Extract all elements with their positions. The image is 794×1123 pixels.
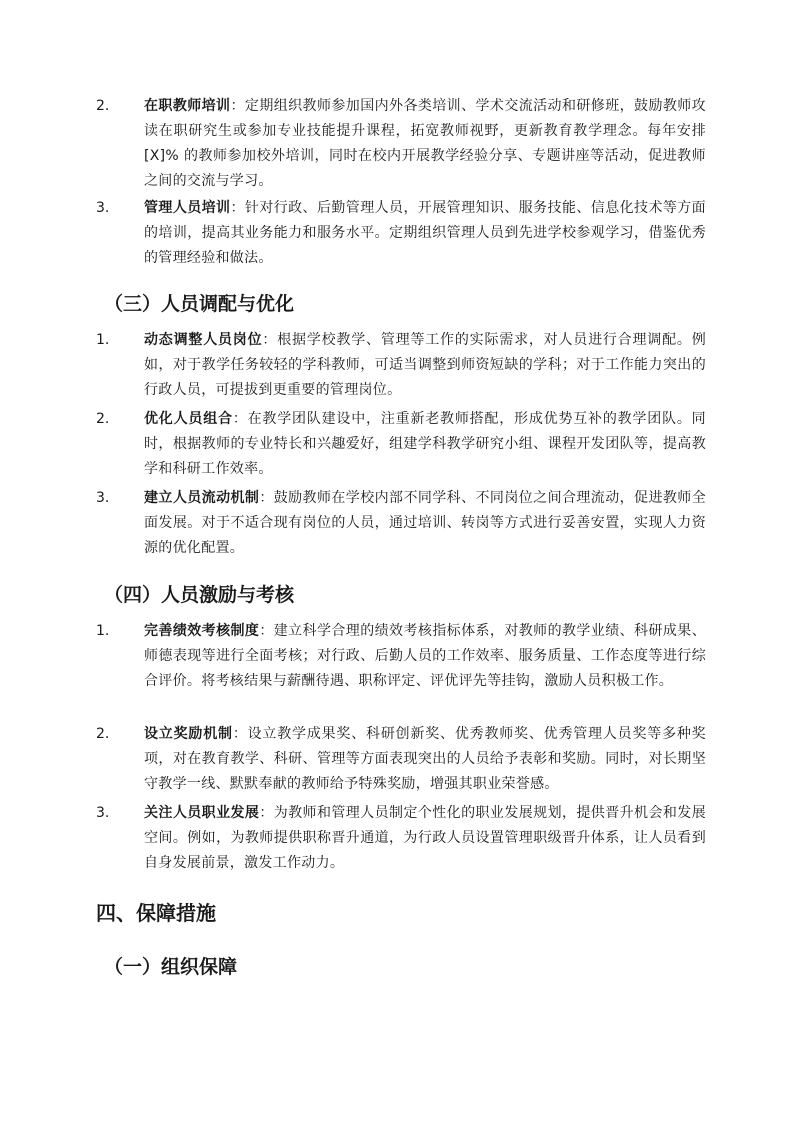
list-number: 2. (96, 98, 110, 114)
item-term: 关注人员职业发展 (144, 805, 260, 821)
section-heading: （三）人员调配与优化 (104, 293, 295, 315)
item-term: 设立奖励机制 (144, 726, 233, 742)
list-number: 1. (96, 623, 110, 639)
list-item-text (144, 407, 706, 482)
item-body: 为教师和管理人员制定个性化的职业发展规划，提供晋升机会和发展空间。例如，为教师提供职称晋升通道，为行政人员设置管理职级晋升体系，让人员看到自身发展前景，激发工作动力。 (144, 805, 706, 871)
section-heading: （四）人员激励与考核 (104, 584, 295, 606)
item-term: 建立人员流动机制 (144, 490, 260, 506)
list-item (96, 801, 706, 876)
list-number: 3. (96, 490, 110, 506)
item-term: 动态调整人员岗位 (144, 332, 263, 348)
colon: ： (259, 805, 274, 821)
section-heading: （一）组织保障 (104, 956, 238, 978)
item-term: 管理人员培训 (144, 200, 231, 216)
item-term: 在职教师培训 (144, 98, 231, 114)
list-item (96, 196, 706, 271)
list-item-text (144, 619, 706, 694)
colon: ： (262, 332, 278, 348)
item-body: 定期组织教师参加国内外各类培训、学术交流活动和研修班，鼓励教师攻读在职研究生或参加专业技能提升课程，拓宽教师视野，更新教育教学理念。每年安排 [X]% 的教师参加校外培训，同时在校内开展教学经验分享、专题讲座等活动，促进教师之间的交流与学习。 (144, 98, 706, 189)
list-number: 1. (96, 332, 110, 348)
list-item-text (144, 328, 706, 403)
list-item-text (144, 801, 706, 876)
item-body: 建立科学合理的绩效考核指标体系，对教师的教学业绩、科研成果、师德表现等进行全面考核；对行政、后勤人员的工作效率、服务质量、工作态度等进行综合评价。将考核结果与薪酬待遇、职称评定、评优评先等挂钩，激励人员积极工作。 (144, 623, 706, 689)
list-item-text (144, 722, 706, 797)
list-item (96, 328, 706, 403)
colon: ： (230, 200, 245, 216)
item-body: 在教学团队建设中，注重新老教师搭配，形成优势互补的教学团队。同时，根据教师的专业特长和兴趣爱好，组建学科教学研究小组、课程开发团队等，提高教学和科研工作效率。 (144, 411, 706, 477)
list-item-text (144, 196, 706, 271)
item-body: 针对行政、后勤管理人员，开展管理知识、服务技能、信息化技术等方面的培训，提高其业务能力和服务水平。定期组织管理人员到先进学校参观学习，借鉴优秀的管理经验和做法。 (144, 200, 706, 266)
list-number: 3. (96, 200, 110, 216)
colon: ： (259, 490, 274, 506)
list-item (96, 619, 706, 694)
colon: ： (259, 623, 274, 639)
list-item (96, 722, 706, 797)
item-body: 根据学校教学、管理等工作的实际需求，对人员进行合理调配。例如，对于教学任务较轻的学科教师，可适当调整到师资短缺的学科；对于工作能力突出的行政人员，可提拔到更重要的管理岗位。 (144, 332, 706, 398)
colon: ： (230, 98, 245, 114)
list-item (96, 486, 706, 561)
list-item-text (144, 486, 706, 561)
list-number: 3. (96, 805, 110, 821)
item-term: 优化人员组合 (144, 411, 233, 427)
list-number: 2. (96, 411, 110, 427)
list-item (96, 94, 706, 194)
chapter-heading: 四、保障措施 (96, 901, 216, 925)
item-term: 完善绩效考核制度 (144, 623, 260, 639)
list-item (96, 407, 706, 482)
item-body: 鼓励教师在学校内部不同学科、不同岗位之间合理流动，促进教师全面发展。对于不适合现有岗位的人员，通过培训、转岗等方式进行妥善安置，实现人力资源的优化配置。 (144, 490, 706, 556)
list-item-text (144, 94, 706, 194)
colon: ： (232, 726, 248, 742)
item-body: 设立教学成果奖、科研创新奖、优秀教师奖、优秀管理人员奖等多种奖项，对在教育教学、科研、管理等方面表现突出的人员给予表彰和奖励。同时，对长期坚守教学一线、默默奉献的教师给予特殊奖励，增强其职业荣誉感。 (144, 726, 706, 792)
list-number: 2. (96, 726, 110, 742)
colon: ： (232, 411, 248, 427)
